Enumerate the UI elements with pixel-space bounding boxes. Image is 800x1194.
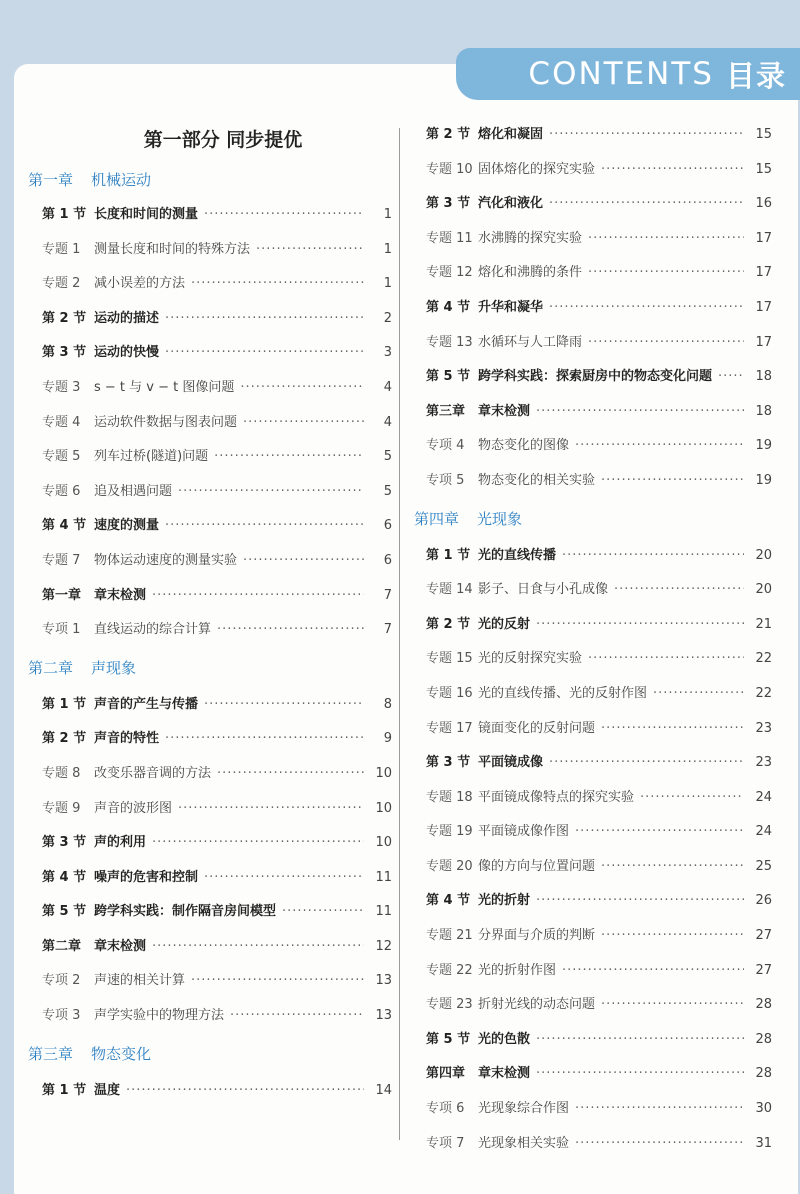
page-number: 24 [755, 789, 772, 805]
toc-topic-entry[interactable] [410, 429, 772, 464]
page-number: 28 [755, 1031, 772, 1047]
entry-label: 第 1 节 [42, 1082, 87, 1098]
toc-topic-entry[interactable] [410, 954, 772, 989]
toc-section-entry[interactable] [410, 539, 772, 574]
contents-title-zh: 目录 [725, 58, 786, 93]
dot-leader [536, 1057, 744, 1092]
dot-leader [601, 919, 744, 954]
chapter-title: 光现象 [477, 509, 523, 528]
entry-title: 声速的相关计算 [94, 973, 186, 989]
entry-label: 专题 9 [42, 800, 81, 816]
dot-leader [204, 198, 364, 233]
entry-title: 光的折射 [478, 893, 531, 909]
entry-title: 追及相遇问题 [94, 483, 173, 499]
entry-label: 专题 3 [42, 379, 81, 395]
toc-section-entry[interactable] [410, 1023, 772, 1058]
chapter-title: 声现象 [91, 658, 137, 677]
dot-leader [601, 850, 744, 885]
dot-leader [575, 429, 744, 464]
toc-section-entry[interactable] [410, 187, 772, 222]
entry-title: 固体熔化的探究实验 [478, 161, 596, 177]
page-number: 27 [755, 962, 772, 978]
entry-title: 熔化和沸腾的条件 [478, 265, 583, 281]
entry-label: 专项 2 [42, 973, 81, 989]
dot-leader [588, 222, 744, 257]
toc-section-entry[interactable] [410, 746, 772, 781]
toc-topic-entry[interactable] [410, 573, 772, 608]
entry-label: 第 4 节 [42, 518, 87, 534]
dot-leader [178, 792, 364, 827]
entry-title: 像的方向与位置问题 [478, 858, 596, 874]
page-number: 6 [383, 518, 392, 534]
toc-topic-entry[interactable] [24, 233, 392, 268]
chapter-number: 第四章 [414, 509, 460, 528]
page-number: 31 [755, 1135, 772, 1151]
toc-topic-entry[interactable] [410, 815, 772, 850]
page-number: 25 [755, 858, 772, 874]
toc-topic-entry[interactable] [410, 256, 772, 291]
entry-title: 运动的快慢 [94, 345, 160, 361]
page-number: 11 [375, 869, 392, 885]
page-number: 3 [383, 345, 392, 361]
entry-title: 水沸腾的探究实验 [478, 230, 583, 246]
entry-title: 物态变化的图像 [478, 438, 570, 454]
dot-leader [562, 539, 744, 574]
toc-topic-entry[interactable] [410, 153, 772, 188]
entry-label: 专题 21 [426, 928, 473, 944]
entry-label: 专项 4 [426, 438, 465, 454]
toc-section-entry[interactable] [410, 118, 772, 153]
chapter-heading[interactable] [24, 1034, 392, 1074]
entry-label: 第一章 [42, 587, 82, 603]
entry-label: 专题 20 [426, 858, 473, 874]
dot-leader [256, 233, 364, 268]
entry-title: 镜面变化的反射问题 [478, 720, 596, 736]
page-number: 17 [755, 230, 772, 246]
entry-label: 专题 13 [426, 334, 473, 350]
entry-label: 专题 14 [426, 582, 473, 598]
page-number: 5 [383, 483, 392, 499]
entry-title: 平面镜成像 [478, 755, 544, 771]
toc-section-entry[interactable] [24, 722, 392, 757]
dot-leader [575, 1092, 744, 1127]
dot-leader [217, 757, 364, 792]
contents-title-en: CONTENTS [528, 56, 714, 92]
page-number: 23 [755, 720, 772, 736]
toc-right-list [410, 118, 772, 1161]
page-number: 4 [383, 379, 392, 395]
page-number: 14 [375, 1082, 392, 1098]
toc-topic-entry[interactable] [24, 267, 392, 302]
chapter-title: 物态变化 [91, 1044, 152, 1063]
entry-label: 第 5 节 [42, 904, 87, 920]
dot-leader [575, 815, 744, 850]
chapter-number: 第三章 [28, 1044, 74, 1063]
entry-label: 专题 6 [42, 483, 81, 499]
page-number: 13 [375, 1008, 392, 1024]
dot-leader [152, 930, 364, 965]
entry-label: 第 4 节 [42, 869, 87, 885]
page-number: 11 [375, 904, 392, 920]
chapter-number: 第一章 [28, 171, 74, 189]
page-number: 1 [383, 276, 392, 292]
entry-label: 专题 17 [426, 720, 473, 736]
entry-label: 专项 7 [426, 1135, 465, 1151]
entry-title: 温度 [94, 1082, 121, 1098]
entry-title: 运动的描述 [94, 310, 160, 326]
toc-section-entry[interactable] [410, 395, 772, 430]
entry-label: 专题 12 [426, 265, 473, 281]
entry-title: 光的反射 [478, 616, 531, 632]
toc-topic-entry[interactable] [410, 988, 772, 1023]
toc-section-entry[interactable] [24, 930, 392, 965]
entry-label: 第三章 [426, 403, 466, 419]
chapter-heading[interactable] [410, 499, 772, 539]
dot-leader [601, 712, 744, 747]
page-number: 17 [755, 334, 772, 350]
toc-section-entry[interactable] [410, 1057, 772, 1092]
entry-title: 章末检测 [94, 938, 147, 954]
entry-title: 熔化和凝固 [478, 127, 544, 142]
page-number: 18 [755, 369, 772, 385]
entry-title: 折射光线的动态问题 [478, 997, 596, 1013]
dot-leader [178, 475, 364, 510]
dot-leader [575, 1127, 744, 1162]
page-number: 20 [755, 582, 772, 598]
entry-title: 物体运动速度的测量实验 [94, 552, 238, 568]
toc-topic-entry[interactable] [410, 464, 772, 499]
entry-title: 声音的特性 [94, 731, 160, 747]
chapter-heading[interactable] [24, 648, 392, 688]
toc-left-list [24, 162, 392, 1108]
toc-topic-entry[interactable] [24, 544, 392, 579]
toc-topic-entry[interactable] [410, 712, 772, 747]
entry-label: 专题 1 [42, 241, 81, 257]
dot-leader [243, 544, 364, 579]
page-number: 30 [755, 1101, 772, 1117]
chapter-title: 机械运动 [91, 171, 152, 189]
page-number: 20 [755, 547, 772, 563]
entry-title: 影子、日食与小孔成像 [478, 582, 609, 598]
column-divider [399, 128, 400, 1140]
page-number: 10 [375, 800, 392, 816]
dot-leader [653, 677, 744, 712]
entry-title: 声的利用 [94, 835, 147, 851]
dot-leader [536, 395, 744, 430]
toc-topic-entry[interactable] [410, 781, 772, 816]
entry-title: 测量长度和时间的特殊方法 [94, 241, 251, 257]
entry-title: 汽化和液化 [478, 196, 544, 212]
page-number: 23 [755, 755, 772, 771]
entry-label: 专题 22 [426, 962, 473, 978]
entry-label: 第 1 节 [426, 547, 471, 563]
toc-section-entry[interactable] [410, 884, 772, 919]
entry-title: 水循环与人工降雨 [478, 334, 583, 350]
toc-topic-entry[interactable] [24, 999, 392, 1034]
toc-section-entry[interactable] [24, 826, 392, 861]
entry-label: 第 5 节 [426, 369, 471, 385]
dot-leader [230, 999, 364, 1034]
dot-leader [588, 326, 744, 361]
entry-label: 专题 10 [426, 161, 473, 177]
dot-leader [718, 360, 744, 395]
toc-section-entry[interactable] [24, 579, 392, 614]
entry-label: 第 2 节 [42, 731, 87, 747]
entry-title: 列车过桥(隧道)问题 [94, 449, 209, 465]
toc-right-column [410, 118, 772, 1161]
toc-topic-entry[interactable] [410, 1127, 772, 1162]
toc-left-column [24, 118, 392, 1108]
page-number: 22 [755, 651, 772, 667]
entry-title: 改变乐器音调的方法 [94, 765, 212, 781]
page-number: 1 [383, 241, 392, 257]
entry-label: 专项 6 [426, 1101, 465, 1117]
dot-leader [282, 895, 364, 930]
entry-label: 专题 16 [426, 685, 473, 701]
entry-title: 平面镜成像特点的探究实验 [478, 789, 635, 805]
entry-label: 专项 5 [426, 472, 465, 488]
toc-topic-entry[interactable] [24, 440, 392, 475]
entry-title: 运动软件数据与图表问题 [94, 414, 238, 430]
dot-leader [204, 688, 364, 723]
page-number: 28 [755, 1066, 772, 1082]
entry-label: 专题 15 [426, 651, 473, 667]
dot-leader [549, 746, 744, 781]
toc-section-entry[interactable] [24, 688, 392, 723]
dot-leader [640, 781, 744, 816]
entry-label: 专题 8 [42, 765, 81, 781]
chapter-heading[interactable] [24, 162, 392, 198]
toc-topic-entry[interactable] [24, 757, 392, 792]
entry-title: 声音的波形图 [94, 800, 173, 816]
entry-title: 光的色散 [478, 1031, 531, 1047]
toc-section-entry[interactable] [410, 608, 772, 643]
dot-leader [243, 406, 364, 441]
entry-title: 光现象相关实验 [478, 1135, 570, 1151]
dot-leader [165, 509, 364, 544]
entry-title: 光的直线传播、光的反射作图 [478, 685, 648, 701]
page-number: 7 [383, 587, 392, 603]
entry-title: 声音的产生与传播 [94, 696, 199, 712]
toc-topic-entry[interactable] [24, 613, 392, 648]
entry-title: 速度的测量 [94, 518, 160, 534]
page-number: 2 [383, 310, 392, 326]
dot-leader [601, 153, 744, 188]
toc-topic-entry[interactable] [24, 371, 392, 406]
entry-label: 第 3 节 [426, 755, 471, 771]
entry-label: 第 2 节 [42, 310, 87, 326]
dot-leader [536, 1023, 744, 1058]
toc-topic-entry[interactable] [24, 475, 392, 510]
dot-leader [588, 256, 744, 291]
entry-title: 跨学科实践：制作隔音房间模型 [94, 904, 277, 920]
entry-title: 升华和凝华 [478, 299, 544, 315]
entry-title: 减小误差的方法 [94, 276, 186, 292]
page-number: 9 [383, 731, 392, 747]
dot-leader [165, 722, 364, 757]
entry-title: 物态变化的相关实验 [478, 472, 596, 488]
entry-label: 专项 3 [42, 1008, 81, 1024]
page-number: 17 [755, 265, 772, 281]
dot-leader [562, 954, 744, 989]
entry-title: 光的直线传播 [478, 547, 557, 563]
entry-title: 平面镜成像作图 [478, 824, 570, 840]
page-number: 22 [755, 685, 772, 701]
page-number: 10 [375, 765, 392, 781]
toc-topic-entry[interactable] [24, 406, 392, 441]
entry-title: 章末检测 [94, 587, 147, 603]
entry-label: 第 5 节 [426, 1031, 471, 1047]
entry-title: 噪声的危害和控制 [94, 869, 199, 885]
page-number: 5 [383, 449, 392, 465]
entry-label: 专题 5 [42, 449, 81, 465]
page-number: 15 [755, 127, 772, 142]
toc-topic-entry[interactable] [410, 222, 772, 257]
entry-label: 第 4 节 [426, 893, 471, 909]
page-number: 28 [755, 997, 772, 1013]
entry-label: 专题 11 [426, 230, 473, 246]
dot-leader [191, 964, 364, 999]
entry-label: 第 3 节 [42, 345, 87, 361]
entry-label: 专题 18 [426, 789, 473, 805]
entry-label: 第 2 节 [426, 127, 471, 142]
page-number: 15 [755, 161, 772, 177]
entry-title: 光的折射作图 [478, 962, 557, 978]
dot-leader [191, 267, 364, 302]
chapter-number: 第二章 [28, 658, 74, 677]
page-number: 26 [755, 893, 772, 909]
dot-leader [126, 1074, 364, 1109]
dot-leader [165, 336, 364, 371]
dot-leader [152, 826, 364, 861]
toc-section-entry[interactable] [24, 336, 392, 371]
page-number: 27 [755, 928, 772, 944]
dot-leader [549, 187, 744, 222]
entry-label: 第 3 节 [42, 835, 87, 851]
entry-label: 第 3 节 [426, 196, 471, 212]
entry-label: 第 1 节 [42, 207, 87, 222]
part-title: 第一部分 同步提优 [143, 129, 303, 151]
page-number: 16 [755, 196, 772, 212]
page-number: 10 [375, 835, 392, 851]
entry-title: s − t 与 v − t 图像问题 [94, 379, 235, 395]
toc-section-entry[interactable] [24, 1074, 392, 1109]
entry-label: 专题 4 [42, 414, 81, 430]
dot-leader [152, 579, 364, 614]
page-number: 19 [755, 472, 772, 488]
page-number: 4 [383, 414, 392, 430]
contents-banner [456, 48, 800, 100]
entry-label: 第二章 [42, 938, 82, 954]
page-number: 8 [383, 696, 392, 712]
toc-topic-entry[interactable] [24, 964, 392, 999]
entry-title: 章末检测 [478, 403, 531, 419]
toc-topic-entry[interactable] [410, 642, 772, 677]
dot-leader [588, 642, 744, 677]
dot-leader [217, 613, 364, 648]
toc-section-entry[interactable] [24, 302, 392, 337]
entry-title: 光现象综合作图 [478, 1101, 570, 1117]
page-number: 21 [755, 616, 772, 632]
entry-title: 直线运动的综合计算 [94, 622, 212, 638]
entry-label: 第 4 节 [426, 299, 471, 315]
page-number: 12 [375, 938, 392, 954]
page-number: 18 [755, 403, 772, 419]
entry-label: 专题 2 [42, 276, 81, 292]
toc-section-entry[interactable] [24, 895, 392, 930]
page-number: 6 [383, 552, 392, 568]
dot-leader [165, 302, 364, 337]
toc-topic-entry[interactable] [410, 326, 772, 361]
toc-section-entry[interactable] [24, 861, 392, 896]
dot-leader [536, 608, 744, 643]
dot-leader [214, 440, 364, 475]
entry-title: 跨学科实践：探索厨房中的物态变化问题 [478, 369, 713, 385]
page-number: 1 [383, 207, 392, 222]
dot-leader [204, 861, 364, 896]
page-number: 17 [755, 299, 772, 315]
toc-section-entry[interactable] [410, 291, 772, 326]
toc-topic-entry[interactable] [410, 850, 772, 885]
entry-label: 专项 1 [42, 622, 81, 638]
dot-leader [240, 371, 364, 406]
entry-label: 专题 19 [426, 824, 473, 840]
toc-section-entry[interactable] [24, 509, 392, 544]
entry-title: 声学实验中的物理方法 [94, 1008, 225, 1024]
entry-title: 长度和时间的测量 [94, 207, 199, 222]
entry-title: 章末检测 [478, 1066, 531, 1082]
page-number: 7 [383, 622, 392, 638]
entry-label: 专题 7 [42, 552, 81, 568]
dot-leader [549, 118, 744, 153]
dot-leader [601, 464, 744, 499]
entry-title: 光的反射探究实验 [478, 651, 583, 667]
dot-leader [536, 884, 744, 919]
dot-leader [614, 573, 744, 608]
entry-label: 第 1 节 [42, 696, 87, 712]
entry-label: 第四章 [426, 1066, 466, 1082]
dot-leader [549, 291, 744, 326]
dot-leader [601, 988, 744, 1023]
entry-label: 专题 23 [426, 997, 473, 1013]
entry-title: 分界面与介质的判断 [478, 928, 596, 944]
toc-section-entry[interactable] [24, 198, 392, 233]
page-number: 13 [375, 973, 392, 989]
page-number: 24 [755, 824, 772, 840]
toc-section-entry[interactable] [410, 360, 772, 395]
page-number: 19 [755, 438, 772, 454]
toc-topic-entry[interactable] [410, 1092, 772, 1127]
toc-topic-entry[interactable] [24, 792, 392, 827]
entry-label: 第 2 节 [426, 616, 471, 632]
toc-topic-entry[interactable] [410, 919, 772, 954]
toc-topic-entry[interactable] [410, 677, 772, 712]
